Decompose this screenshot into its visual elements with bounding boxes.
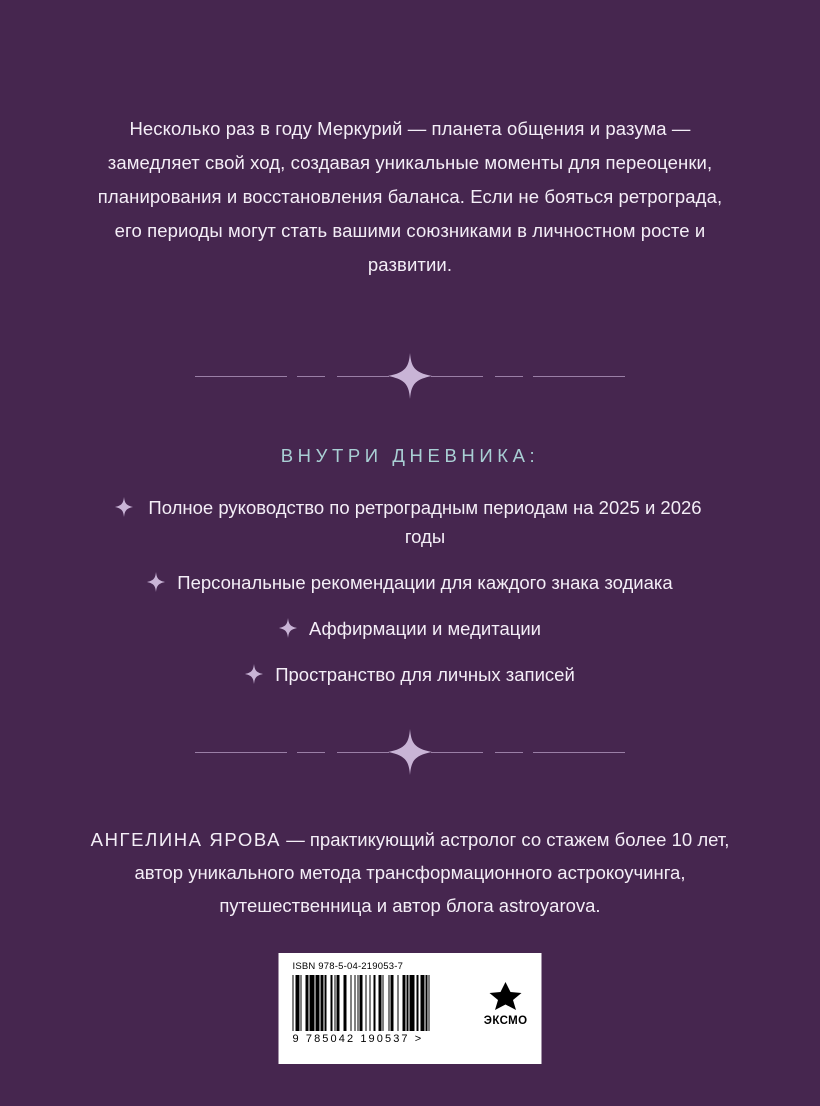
list-item-label: Пространство для личных записей bbox=[275, 663, 575, 685]
barcode-bars bbox=[293, 975, 430, 1031]
sparkle-icon bbox=[388, 353, 432, 399]
list-item-label: Полное руководство по ретроградным периодам на 2025 и 2026 годы bbox=[148, 496, 702, 547]
sparkle-icon bbox=[115, 497, 133, 522]
author-name: АНГЕЛИНА ЯРОВА bbox=[90, 828, 282, 850]
list-item bbox=[60, 493, 760, 551]
author-description: — практикующий астролог со стажем более 10 лет, автор уникального метода трансформационного астрокоучинга, путешественница и автор блога astroyarova. bbox=[134, 828, 730, 916]
list-item bbox=[60, 568, 760, 597]
list-item bbox=[60, 614, 760, 643]
list-item-label: Аффирмации и медитации bbox=[308, 617, 542, 639]
ean-digits: 9 785042 190537 > bbox=[292, 1033, 424, 1045]
inside-items-list bbox=[60, 493, 760, 689]
list-item bbox=[60, 660, 760, 689]
sparkle-icon bbox=[279, 618, 297, 643]
author-bio bbox=[90, 823, 730, 922]
inside-heading: ВНУТРИ ДНЕВНИКА: bbox=[280, 444, 540, 466]
publisher-name: ЭКСМО bbox=[483, 1015, 528, 1027]
sparkle-icon bbox=[245, 664, 263, 689]
sparkle-icon bbox=[388, 729, 432, 775]
divider-ornament-top bbox=[195, 353, 625, 399]
barcode-block bbox=[279, 953, 542, 1064]
divider-ornament-bottom bbox=[195, 729, 625, 775]
list-item-label: Персональные рекомендации для каждого знака зодиака bbox=[177, 571, 673, 593]
publisher-logo bbox=[484, 975, 532, 1027]
isbn-text: ISBN 978-5-04-219053-7 bbox=[292, 961, 404, 972]
eksmo-mark-icon bbox=[488, 981, 524, 1011]
intro-paragraph: Несколько раз в году Меркурий — планета общения и разума — замедляет свой ход, создавая уникальные моменты для переоценки, планирования и восстановления баланса. Если не бояться ретрограда, его периоды могут стать вашими союзниками в личностном росте и развитии. bbox=[97, 118, 723, 275]
sparkle-icon bbox=[147, 572, 165, 597]
